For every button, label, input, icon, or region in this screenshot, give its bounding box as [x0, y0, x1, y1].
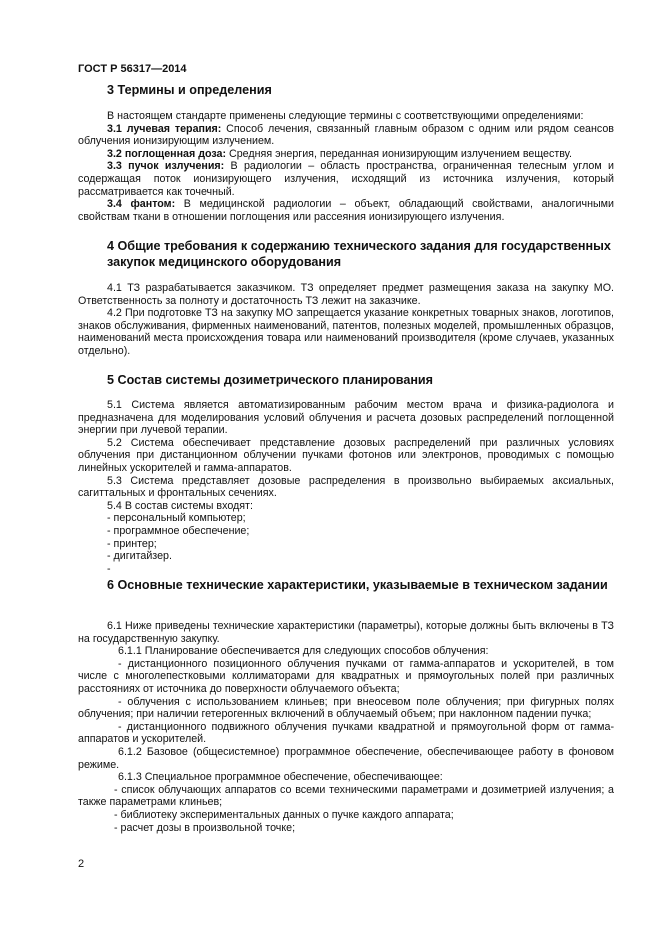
clause-4-1: 4.1 ТЗ разрабатывается заказчиком. ТЗ определяет предмет размещения заказа на закупку МО. Ответственность за полноту и достаточность ТЗ лежит на заказчике.	[78, 282, 614, 307]
term-3-4	[78, 198, 614, 223]
term-3-3-definition: В радиологии – область пространства, ограниченная телесным углом и содержащая поток ионизирующего излучения, исходящий из источника излучения, который рассматривается как точечный.	[78, 160, 614, 198]
term-3-1-name: 3.1 лучевая терапия:	[107, 122, 222, 135]
bullet-6-1-1-a: - дистанционного позиционного облучения пучками от гамма-аппаратов и ускорителей, в том числе с многолепестковыми коллиматорами для квадратных и прямоугольных полей при различных расстояниях от источника до поверхности облучаемого объекта;	[78, 657, 614, 695]
section-4-title: 4 Общие требования к содержанию технического задания для государственных закупок медицинского оборудования	[107, 239, 611, 269]
bullet-6-1-3-b: - библиотеку экспериментальных данных о пучке каждого аппарата;	[114, 808, 454, 821]
section-6-title: 6 Основные технические характеристики, указываемые в техническом задании	[107, 578, 608, 592]
term-3-1-definition: Способ лечения, связанный главным образом с одним или рядом сеансов облучения ионизирующим излучением.	[78, 122, 614, 148]
list-item: -	[107, 562, 111, 575]
term-3-2	[78, 148, 614, 161]
section-6-body	[78, 620, 614, 834]
clause-6-1-3: 6.1.3 Специальное программное обеспечение, обеспечивающее:	[118, 771, 443, 784]
section-3-intro: В настоящем стандарте применены следующие термины с соответствующими определениями:	[107, 110, 584, 122]
clause-4-2: 4.2 При подготовке ТЗ на закупку МО запрещается указание конкретных товарных знаков, логотипов, знаков обслуживания, фирменных наименований, патентов, полезных моделей, промышленных образцов, наименований места происхождения товара или наименований производителя (кроме случаев, указанных отдельно).	[78, 307, 614, 357]
clause-6-1-2: 6.1.2 Базовое (общесистемное) программное обеспечение, обеспечивающее работу в фоновом режиме.	[78, 745, 614, 771]
term-3-3	[78, 160, 614, 198]
bullet-6-1-3-c: - расчет дозы в произвольной точке;	[114, 821, 296, 834]
clause-6-1-1: 6.1.1 Планирование обеспечивается для следующих способов облучения:	[118, 645, 489, 658]
bullet-6-1-3-a: - список облучающих аппаратов со всеми техническими параметрами и дозиметрией излучения; а также параметрами клиньев;	[78, 783, 614, 809]
section-3-body	[78, 110, 614, 223]
clause-5-4: 5.4 В состав системы входят:	[107, 499, 253, 512]
page-number: 2	[78, 858, 85, 870]
clause-5-2: 5.2 Система обеспечивает представление дозовых распределений при различных условиях облучения при дистанционном облучении пучками фотонов или электронов, проводимых с помощью линейных ускорителей и гамма-аппаратов.	[78, 436, 614, 474]
term-3-1	[78, 123, 614, 148]
bullet-6-1-1-c: - дистанционного подвижного облучения пучками квадратной и прямоугольной форм от гамма-аппаратов и ускорителей.	[78, 720, 614, 746]
section-3-title: 3 Термины и определения	[107, 83, 272, 97]
section-5-body	[78, 399, 614, 575]
document-code: ГОСТ Р 56317—2014	[78, 63, 187, 75]
clause-5-3: 5.3 Система представляет дозовые распределения в произвольно выбираемых аксиальных, сагиттальных и фронтальных сечениях.	[78, 474, 614, 500]
term-3-2-name: 3.2 поглощенная доза:	[107, 147, 227, 160]
term-3-4-name: 3.4 фантом:	[107, 198, 176, 211]
section-4-body	[78, 282, 614, 358]
list-item: - программное обеспечение;	[107, 524, 250, 537]
term-3-3-name: 3.3 пучок излучения:	[107, 160, 225, 173]
term-3-4-definition: В медицинской радиологии – объект, обладающий свойствами, аналогичными свойствам ткани в отношении поглощения или рассеяния ионизирующего излучения.	[78, 198, 614, 223]
term-3-2-definition: Средняя энергия, переданная ионизирующим излучением веществу.	[226, 147, 572, 160]
clause-5-1: 5.1 Система является автоматизированным рабочим местом врача и физика-радиолога и предназначена для моделирования условий облучения и расчета дозовых распределений поглощенной энергии при лучевой терапии.	[78, 399, 614, 437]
list-item: - дигитайзер.	[107, 550, 172, 563]
bullet-6-1-1-b: - облучения с использованием клиньев; при внеосевом поле облучения; при фигурных полях облучения; при наличии гетерогенных включений в облучаемый объем; при наклонном падении пучка;	[78, 695, 614, 721]
list-item: - принтер;	[107, 537, 157, 550]
clause-6-1: 6.1 Ниже приведены технические характеристики (параметры), которые должны быть включены в ТЗ на государственную закупку.	[78, 620, 614, 645]
section-5-title: 5 Состав системы дозиметрического планирования	[107, 373, 434, 387]
list-item: - персональный компьютер;	[107, 512, 246, 525]
